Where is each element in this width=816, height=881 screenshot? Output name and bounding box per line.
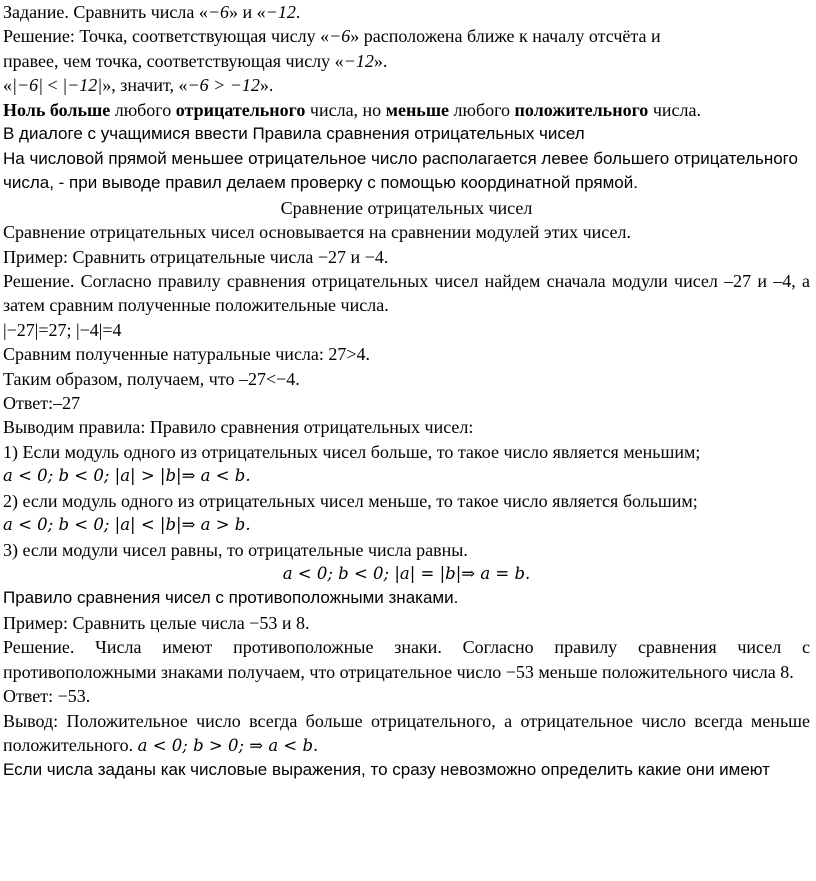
example-2: Пример: Сравнить целые числа −53 и 8. bbox=[3, 612, 310, 633]
rule-intro: Сравнение отрицательных чисел основывается на сравнении модулей этих чисел. bbox=[3, 222, 631, 243]
modulus-b: |−12| bbox=[62, 75, 103, 96]
rule-3: 3) если модули чисел равны, то отрицательные числа равны. bbox=[3, 539, 468, 560]
formula-2: a < 0; b < 0; |a| < |b|⇒ a > b. bbox=[3, 515, 251, 535]
conclusion-formula: a < 0; b > 0; ⇒ a < b. bbox=[137, 735, 319, 755]
solution-line-2 bbox=[3, 49, 810, 73]
solution-text-4: ». bbox=[373, 50, 388, 71]
conclusion bbox=[3, 709, 810, 759]
number-b: −12 bbox=[265, 2, 296, 22]
result-1: Таким образом, получаем, что –27<−4. bbox=[3, 368, 300, 389]
task-text-2: » и « bbox=[229, 2, 266, 22]
answer-2: Ответ: −53. bbox=[3, 686, 91, 707]
conclusion-text: Вывод: Положительное число всегда больше отрицательного, а отрицательное число всегда меньше положительного. bbox=[3, 710, 810, 755]
number-a: −6 bbox=[207, 2, 230, 22]
conclusion-inequality: −6 > −12 bbox=[187, 75, 260, 96]
less-bold: меньше bbox=[385, 99, 450, 120]
modulus-values: |−27|=27; |−4|=4 bbox=[3, 319, 122, 340]
quote-open: « bbox=[3, 75, 12, 96]
modulus-comparison bbox=[3, 73, 810, 97]
task-text-3: . bbox=[295, 2, 301, 22]
solution-text-1: Решение: Точка, соответствующая числу « bbox=[3, 26, 330, 47]
solution-1: Решение. Согласно правилу сравнения отрицательных чисел найдем сначала модули чисел –27 и –4, а затем сравним полученные положительные числа. bbox=[3, 271, 810, 316]
zero-text-1: любого bbox=[110, 99, 176, 120]
task-text: Задание. Сравнить числа « bbox=[3, 2, 208, 22]
dialog-instruction: В диалоге с учащимися ввести Правила сравнения отрицательных чисел bbox=[3, 124, 585, 144]
example-1: Пример: Сравнить отрицательные числа −27 и −4. bbox=[3, 246, 389, 267]
solution-text-3: правее, чем точка, соответствующая числу « bbox=[3, 50, 344, 71]
expressions-note: Если числа заданы как числовые выражения, то сразу невозможно определить какие они имеют bbox=[3, 760, 770, 780]
solution-line-1 bbox=[3, 24, 810, 48]
compare-natural: Сравним полученные натуральные числа: 27>4. bbox=[3, 344, 371, 365]
zero-rule bbox=[3, 98, 810, 122]
rule-1: 1) Если модуль одного из отрицательных чисел больше, то такое число является меньшим; bbox=[3, 441, 701, 462]
solution-2: Решение. Числа имеют противоположные знаки. Согласно правилу сравнения чисел с противоположными знаками получаем, что отрицательное число −53 меньше положительного числа 8. bbox=[3, 637, 810, 682]
solution-number-2: −12 bbox=[343, 50, 374, 71]
section-heading: Сравнение отрицательных чисел bbox=[280, 197, 533, 218]
zero-text-2: числа, но bbox=[305, 99, 386, 120]
rule-2: 2) если модуль одного из отрицательных чисел меньше, то такое число является большим; bbox=[3, 490, 698, 511]
modulus-a: |−6| bbox=[12, 75, 44, 96]
opposite-signs-heading: Правило сравнения чисел с противоположными знаками. bbox=[3, 588, 459, 608]
conclusion-text: », значит, « bbox=[102, 75, 188, 96]
negative-bold: отрицательного bbox=[175, 99, 306, 120]
number-line-note: На числовой прямой меньшее отрицательное число располагается левее большего отрицательного числа, - при выводе правил делаем проверку с помощью координатной прямой. bbox=[3, 148, 798, 193]
formula-3: a < 0; b < 0; |a| = |b|⇒ a = b. bbox=[282, 563, 531, 583]
positive-bold: положительного bbox=[514, 99, 649, 120]
solution-text-2: » расположена ближе к началу отсчёта и bbox=[350, 26, 661, 47]
zero-text-3: любого bbox=[449, 99, 515, 120]
less-sign: < bbox=[43, 75, 63, 96]
quote-close: ». bbox=[259, 75, 274, 96]
answer-1: Ответ:–27 bbox=[3, 393, 81, 414]
formula-1: a < 0; b < 0; |a| > |b|⇒ a < b. bbox=[3, 466, 251, 486]
rules-heading: Выводим правила: Правило сравнения отрицательных чисел: bbox=[3, 417, 474, 438]
solution-number-1: −6 bbox=[329, 26, 351, 47]
task-line bbox=[3, 0, 810, 24]
zero-text-4: числа. bbox=[648, 99, 701, 120]
zero-bold: Ноль больше bbox=[3, 99, 111, 120]
